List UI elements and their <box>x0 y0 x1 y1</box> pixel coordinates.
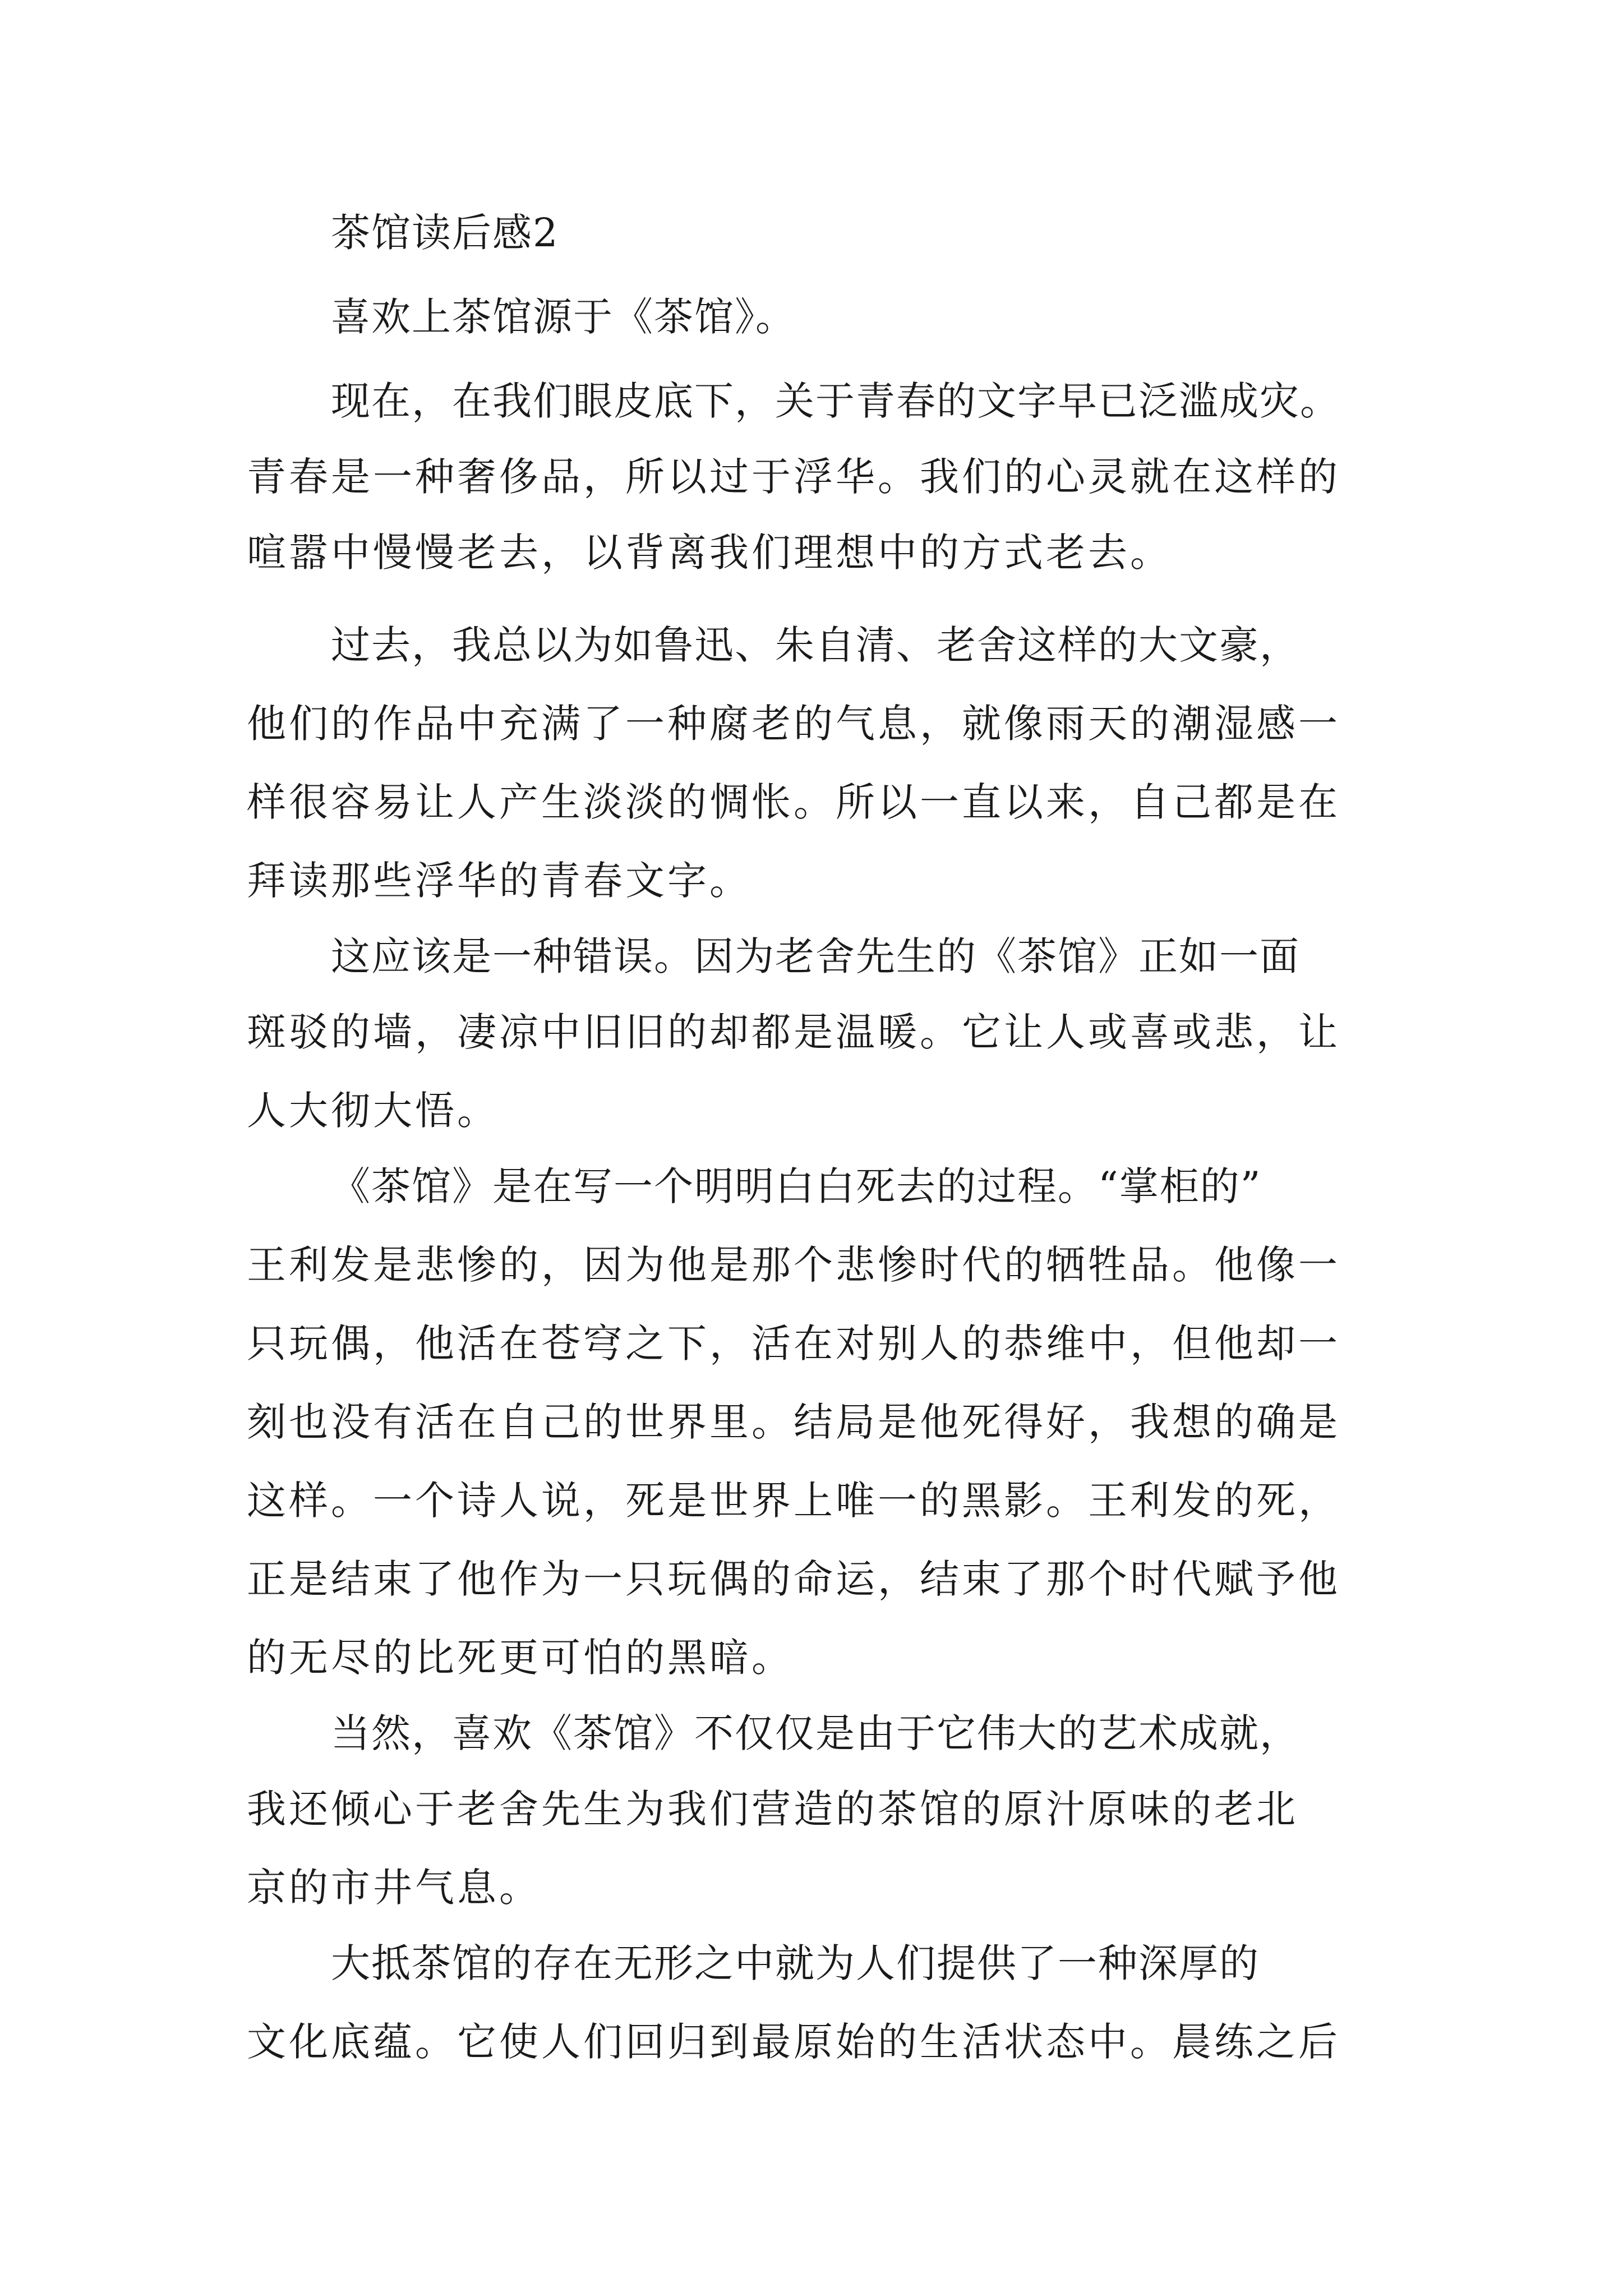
paragraph-line: 人大彻大悟。 <box>247 1088 499 1134</box>
paragraph-line: 《茶馆》是在写一个明明白白死去的过程。“掌柜的” <box>331 1163 1262 1209</box>
paragraph-line: 文化底蕴。它使人们回归到最原始的生活状态中。晨练之后 <box>247 2019 1340 2065</box>
paragraph-line: 只玩偶，他活在苍穹之下，活在对别人的恭维中，但他却一 <box>247 1320 1340 1366</box>
paragraph-line: 这应该是一种错误。因为老舍先生的《茶馆》正如一面 <box>331 933 1300 979</box>
paragraph-line: 这样。一个诗人说，死是世界上唯一的黑影。王利发的死， <box>247 1478 1340 1524</box>
paragraph-line: 喜欢上茶馆源于《茶馆》。 <box>331 294 796 340</box>
document-title: 茶馆读后感2 <box>331 210 559 256</box>
paragraph-line: 大抵茶馆的存在无形之中就为人们提供了一种深厚的 <box>331 1940 1260 1986</box>
paragraph-line: 王利发是悲惨的，因为他是那个悲惨时代的牺牲品。他像一 <box>247 1242 1340 1288</box>
paragraph-line: 斑驳的墙，凄凉中旧旧的却都是温暖。它让人或喜或悲，让 <box>247 1009 1340 1055</box>
paragraph-line: 他们的作品中充满了一种腐老的气息，就像雨天的潮湿感一 <box>247 701 1340 747</box>
paragraph-line: 青春是一种奢侈品，所以过于浮华。我们的心灵就在这样的 <box>247 454 1340 500</box>
paragraph-line: 样很容易让人产生淡淡的惆怅。所以一直以来，自己都是在 <box>247 779 1340 825</box>
paragraph-line: 过去，我总以为如鲁迅、朱自清、老舍这样的大文豪， <box>331 622 1300 668</box>
paragraph-line: 当然，喜欢《茶馆》不仅仅是由于它伟大的艺术成就， <box>331 1710 1300 1756</box>
paragraph-line: 刻也没有活在自己的世界里。结局是他死得好，我想的确是 <box>247 1399 1340 1445</box>
paragraph-line: 京的市井气息。 <box>247 1865 541 1911</box>
paragraph-line: 正是结束了他作为一只玩偶的命运，结束了那个时代赋予他 <box>247 1556 1340 1602</box>
paragraph-line: 喧嚣中慢慢老去，以背离我们理想中的方式老去。 <box>247 530 1172 576</box>
paragraph-line: 我还倾心于老舍先生为我们营造的茶馆的原汁原味的老北 <box>247 1786 1298 1832</box>
paragraph-line: 的无尽的比死更可怕的黑暗。 <box>247 1635 794 1681</box>
paragraph-line: 现在，在我们眼皮底下，关于青春的文字早已泛滥成灾。 <box>331 378 1340 424</box>
paragraph-line: 拜读那些浮华的青春文字。 <box>247 858 751 904</box>
